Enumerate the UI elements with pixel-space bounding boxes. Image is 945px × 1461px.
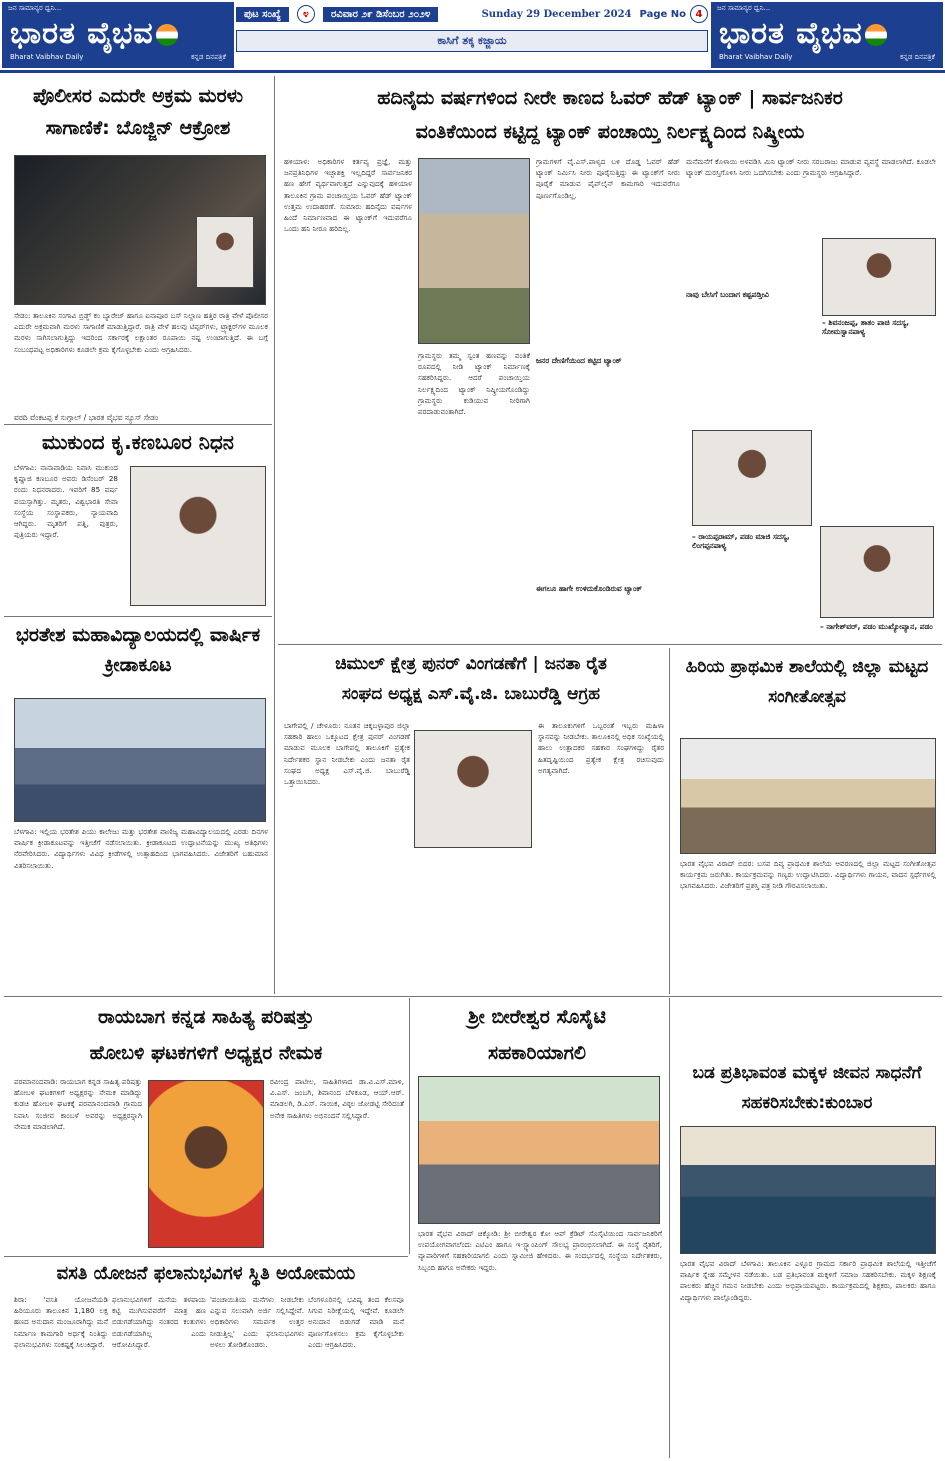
bada-body: ಭಾರತ ವೈಭವ ವಿರಾದ್ ಬೆಳಗಾವಿ: ತಾಲೂಕಿನ ಎಳ್ಳೂರ ಗ್ರಾಮದ ಸರ್ಕಾರಿ ಪ್ರಾಥಮಿಕ ಶಾಲೆಯಲ್ಲಿ ಇತ್ತೀಚೆಗೆ ವಾರ್ಷಿಕ ಸ್ನೇಹ ಸಮ್ಮೇಳನ ನಡೆಯಿತು. ಬಡ ಪ್ರತಿಭಾವಂತ ಮಕ್ಕಳಿಗೆ ಸಮಾಜ ಸಹಕರಿಸಬೇಕು. ಮಕ್ಕಳ ಶಿಕ್ಷಣಕ್ಕೆ ಪಾಲಕರು ಹೆಚ್ಚಿನ ಗಮನ ನೀಡಬೇಕು ಎಂದು ಅಭಿಪ್ರಾಯಪಟ್ಟರು. ಕಾರ್ಯಕ್ರಮದಲ್ಲಿ ಶಿಕ್ಷಕರು, ಪಾಲಕರು ಹಾಗೂ ವಿದ್ಯಾರ್ಥಿಗಳು ಪಾಲ್ಗೊಂಡಿದ್ದರು. (680, 1259, 936, 1302)
chimul-headline-2: ಸಂಘದ ಅಧ್ಯಕ್ಷ ಎಸ್.ವೈ.ಜಿ. ಬಾಬುರೆಡ್ಡಿ ಆಗ್ರಹ (341, 684, 601, 704)
masthead-title-right: ಭಾರತ ವೈಭವ (719, 16, 863, 51)
tank-headline-2: ವಂತಿಕೆಯಿಂದ ಕಟ್ಟಿದ್ದ ಟ್ಯಾಂಕ್ ಪಂಚಾಯ್ತಿ ನಿರ್ಲಕ್ಷ್ಯದಿಂದ ನಿಷ್ಕ್ರೀಯ (415, 121, 805, 143)
police-headline: ಪೊಲೀಸರ ಎದುರೇ ಅಕ್ರಮ ಮರಳು ಸಾಗಾಣಿಕೆ: ಬೊಜ್ಜಿನ್ ಆಕ್ರೋಶ (33, 85, 243, 139)
masthead-slogan: ಜನ ಸಾಮಾನ್ಯರ ಧ್ವನಿ... (8, 4, 62, 12)
masthead-sub-en: Bharat Vaibhav Daily (10, 53, 84, 61)
bada-headline: ಬಡ ಪ್ರತಿಭಾವಂತ ಮಕ್ಕಳ ಜೀವನ ಸಾಧನೆಗೆ ಸಹಕರಿಸಬೇಕು:ಕುಂಬಾರ (692, 1063, 922, 1113)
bharatesh-body: ಬೆಳಗಾವಿ: ಇಲ್ಲಿಯ ಭರತೇಶ ಪಿಯು ಕಾಲೇಜು ಮತ್ತು ಭರತೇಶ ವಾಣಿಜ್ಯ ಮಹಾವಿದ್ಯಾಲಯದಲ್ಲಿ ಎರಡು ದಿನಗಳ ವಾರ್ಷಿಕ ಕ್ರೀಡಾಕೂಟವನ್ನು ಇತ್ತೀಚೆಗೆ ನಡೆಸಲಾಯಿತು. ಕ್ರೀಡಾಕೂಟದ ಉದ್ಘಾಟನೆಯನ್ನು ಮುಖ್ಯ ಅತಿಥಿಗಳು ನೆರವೇರಿಸಿದರು. ವಿದ್ಯಾರ್ಥಿಗಳು ವಿವಿಧ ಕ್ರೀಡೆಗಳಲ್ಲಿ ಉತ್ಸಾಹದಿಂದ ಭಾಗವಹಿಸಿದರು. ವಿಜೇತರಿಗೆ ಬಹುಮಾನ ವಿತರಿಸಲಾಯಿತು. (14, 827, 268, 870)
rayabag-headline-1: ರಾಯಬಾಗ ಕನ್ನಡ ಸಾಹಿತ್ಯ ಪರಿಷತ್ತು (97, 1006, 315, 1028)
tank-portrait-2 (692, 430, 812, 526)
shri-body: ಭಾರತ ವೈಭವ ವಿರಾದ್ ಚಿಕ್ಕೋಡಿ: ಶ್ರೀ ಬೀರೇಶ್ವರ ಕೋ ಆಪ್ ಕ್ರೆಡಿಟ್ ಸೊಸೈಟಿಯಿಂದ ಸಾರ್ವಜನಿಕರಿಗೆ ಉಪಯೋಗವಾಗಲೆಂದು ಎಟಿಎಂ ಹಾಗೂ ಇ-ಸ್ಟ್ಯಾಂಪಿಂಗ್ ಸೌಲಭ್ಯ ಪ್ರಾರಂಭಿಸಲಾಗಿದೆ. ಈ ಸಂಸ್ಥೆ ರೈತರಿಗೆ, ವ್ಯಾಪಾರಿಗಳಿಗೆ ಸಹಕಾರಿಯಾಗಲಿ ಎಂದು ಸ್ವಾಮೀಜಿ ಹೇಳಿದರು. ಈ ಸಂದರ್ಭದಲ್ಲಿ ಸಂಸ್ಥೆಯ ನಿರ್ದೇಶಕರು, ಸಿಬ್ಬಂದಿ ಹಾಗೂ ಅನೇಕರು ಇದ್ದರು. (418, 1229, 662, 1272)
en-date: Sunday 29 December 2024 (481, 8, 632, 20)
tank-body-col2: ಗ್ರಾಮಸ್ಥರು ತಮ್ಮ ಸ್ವಂತ ಹಣವನ್ನು ವಂತಿಕೆ ರೂಪದಲ್ಲಿ ನೀಡಿ ಟ್ಯಾಂಕ್ ನಿರ್ಮಾಣಕ್ಕೆ ಸಹಕರಿಸಿದ್ದರು. ಆದರೆ ಪಂಚಾಯ್ತಿಯ ನಿರ್ಲಕ್ಷ್ಯದಿಂದ ಟ್ಯಾಂಕ್ ನಿಷ್ಕ್ರೀಯಗೊಂಡಿದ್ದು ಗ್ರಾಮಸ್ಥರು ಕುಡಿಯುವ ನೀರಿಗಾಗಿ ಪರದಾಡುವಂತಾಗಿದೆ. (418, 351, 530, 417)
tank-caption-3: – ನಾಗೇಶ್‌ವರ್, ಪಡಂ ಮುಖ್ಯೋಪ್ಯಾನ, ಪಡಂ (820, 622, 933, 631)
chimul-photo (414, 730, 532, 848)
rayabag-photo (148, 1080, 264, 1248)
rayabag-body-col2: ರವೀಂದ್ರ ಪಾಟೀಲ, ಸಾಹಿತಿಗಳಾದ ಡಾ.ವಿ.ಎಸ್.ಮಾಳಿ, ವಿ.ಎಸ್. ಜಂಬಗಿ, ಶಿವಾನಂದ ಬೆಳಕೂಡ, ಆಯ್.ಆರ್. ಮಾಡಲಗಿ, ಡಿ.ಎಸ್. ನಾಯಿಕ, ವಿಠ್ಠಲ ಜೋಡಟ್ಟಿ ಸೇರಿದಂತೆ ಅನೇಕ ಸಾಹಿತಿಗಳು ಅಭಿನಂದನೆ ಸಲ್ಲಿಸಿದ್ದಾರೆ. (270, 1077, 404, 1120)
mukunda-photo (130, 466, 266, 606)
shri-headline-1: ಶ್ರೀ ಬೀರೇಶ್ವರ ಸೊಸೈಟಿ (468, 1006, 606, 1028)
masthead-logo-left (2, 2, 234, 68)
page-number: 4 (690, 5, 708, 23)
rayabag-body-col1: ಪರಮಾನಂದವಾಡಿ: ರಾಯಬಾಗ ಕನ್ನಡ ಸಾಹಿತ್ಯ ಪರಿಷತ್ತು ಹೋಬಳಿ ಘಟಕಗಳಿಗೆ ಅಧ್ಯಕ್ಷರನ್ನು ನೇಮಕ ಮಾಡಿದ್ದು ಕುಡಚಿ ಹೋಬಳಿ ಘಟಕಕ್ಕೆ ಪರಮಾನಂದವಾಡಿ ಗ್ರಾಮದ ನಿವಾಸಿ ಸಂಜೀವ ಕಾಂಬಳೆ ಅವರನ್ನು ಅಧ್ಯಕ್ಷರನ್ನಾಗಿ ನೇಮಕ ಮಾಡಲಾಗಿದೆ. (14, 1077, 142, 1131)
chimul-body-col2: ಈ ತಾಲೂಕುಗಳಿಗೆ ಒಬ್ಬರಂತೆ ಇಬ್ಬರು ಮಹಿಳಾ ಸ್ಥಾನವನ್ನು ನೀಡಬೇಕು. ತಾಲೂಕಿನಲ್ಲಿ ಅಧಿಕ ಸಂಖ್ಯೆಯಲ್ಲಿ ಹಾಲು ಉತ್ಪಾದಕರ ಸಹಕಾರ ಸಂಘಗಳಿದ್ದು ರೈತರ ಹಿತದೃಷ್ಟಿಯಿಂದ ಪ್ರತ್ಯೇಕ ಕ್ಷೇತ್ರ ರಚಿಸುವುದು ಅಗತ್ಯವಾಗಿದೆ. (538, 721, 664, 775)
masthead (0, 0, 945, 70)
hiriya-headline: ಹಿರಿಯ ಪ್ರಾಥಮಿಕ ಶಾಲೆಯಲ್ಲಿ ಜಿಲ್ಲಾ ಮಟ್ಟದ ಸಂಗೀತೋತ್ಸವ (685, 657, 929, 707)
tank-body-col4: ಮನೆಮನೆಗೆ ಕೊಳಾಯಿ ಅಳವಡಿಸಿ ಮಿನಿ ಟ್ಯಾಂಕ್ ನೀರು ಸರಬರಾಜು ಮಾಡುವ ವ್ಯವಸ್ಥೆ ಮಾಡಲಾಗಿದೆ. ಕೂಡಲೇ ಟ್ಯಾಂಕ್ ದುರಸ್ತಿಗೊಳಿಸಿ ನೀರು ಒದಗಿಸಬೇಕು ಎಂದು ಗ್ರಾಮಸ್ಥರು ಆಗ್ರಹಿಸಿದ್ದಾರೆ. (686, 157, 936, 178)
vasati-body-col4: ಬೆಂಗಳೂರಿನಲ್ಲಿ ಭವಿಷ್ಯ ತಂದ ಕೆಲಸವೂ ಸಿಗುವ ನಿರೀಕ್ಷೆಯಲ್ಲಿ ಇದ್ದೇವೆ. ಕೂಡಲೇ ಅನುದಾನ ಬಿಡುಗಡೆ ಮಾಡಿ ಮನೆ ಪೂರ್ಣಗೊಳಿಸಲು ಕ್ರಮ ಕೈಗೊಳ್ಳಬೇಕು ಎಂದು ಆಗ್ರಹಿಸಿದರು. (308, 1295, 404, 1349)
bada-photo (680, 1126, 936, 1254)
tank-photo (418, 158, 530, 344)
tank-subhead-2: ಈಗಲೂ ಹಾಗೇ ಉಳಿದುಕೊಂಡಿರುವ ಟ್ಯಾಂಕ್ (536, 584, 643, 593)
issue-label: ಪುಟ ಸಂಖ್ಯೆ (236, 7, 289, 22)
kn-date: ರವಿವಾರ ೨೯ ಡಿಸೆಂಬರ ೨೦೨೪ (323, 7, 439, 22)
masthead-rule (0, 70, 945, 73)
masthead-sub-en-right: Bharat Vaibhav Daily (719, 53, 793, 61)
chimul-headline-1: ಚಿಮುಲ್ ಕ್ಷೇತ್ರ ಪುನರ್ ವಿಂಗಡಣೆಗೆ | ಜನತಾ ರೈತ (335, 654, 607, 674)
masthead-info (236, 2, 708, 66)
masthead-sub-kn-right: ಕನ್ನಡ ದಿನಪತ್ರಿಕೆ (899, 53, 935, 61)
police-byline: ವರದಿ ವೆಂಕಟಪ್ಪ ಕೆ ಸುಗ್ಗಾಲ್ / ಭಾರತ ವೈಭವ ನ್ಯೂಸ್ ಸೇಡಂ (14, 413, 159, 422)
masthead-sub-kn: ಕನ್ನಡ ದಿನಪತ್ರಿಕೆ (190, 53, 226, 61)
mukunda-headline: ಮುಕುಂದ ಕೃ.ಕಣಬೂರ ನಿಧನ (42, 430, 234, 454)
tank-portrait-3 (820, 526, 934, 618)
masthead-slogan-right: ಜನ ಸಾಮಾನ್ಯರ ಧ್ವನಿ... (717, 4, 771, 12)
tank-caption-1: – ಶಿವನಂಜಪ್ಪ, ತಾತಂ ಪಾಚಿ ಸದಸ್ಯ, ಸೋಮಸ್ವಾನಪಾಳ್ಯ (822, 318, 909, 336)
flag-icon (865, 24, 887, 46)
page-label: Page No (639, 8, 686, 20)
vasati-body-col2: ಫಲಾನುಭವಿಗಳಿಗೆ ಮನೆಯ ತಳಪಾಯ ಕಟ್ಟಿ ಮುಗಿಸುವವರೆಗೆ ಮಾತ್ರ ಹಣ ಬಿಡುಗಡೆಯಾಗಿದ್ದು ನಂತರದ ಕಂತುಗಳು ಬಿಡುಗಡೆಯಾಗಿಲ್ಲ ಎಂದು ಆರೋಪಿಸಿದ್ದಾರೆ. (112, 1295, 206, 1349)
hiriya-photo (680, 738, 936, 854)
vasati-body-col1: ಶಿರಾ: 'ವಸತಿ ಯೋಜನೆಯಡಿ ಹಿರಿಯೂರು ತಾಲೂಕಿನ 1,180 ಲಕ್ಷ ಹಣದ ಅನುದಾನ ಮಂಜೂರಾಗಿದ್ದು ಮನೆ ನಿರ್ಮಾಣ ಕಾಮಗಾರಿ ಅರ್ಧಕ್ಕೆ ನಿಂತಿದ್ದು ಫಲಾನುಭವಿಗಳು ಸಂಕಷ್ಟಕ್ಕೆ ಸಿಲುಕಿದ್ದಾರೆ. (14, 1295, 108, 1349)
flag-icon (156, 24, 178, 46)
police-body: ಸೇಡಂ: ತಾಲೂಕಿನ ಸಂಗಾವಿ ಬ್ರಿಡ್ಜ್ ಕಂ ಬ್ಯಾರೇಜ್ ಹಾಗೂ ಐನಾಪೂರ ಬಸ್ ನಿಲ್ದಾಣ ಹತ್ತಿರ ರಾತ್ರಿ ವೇಳೆ ಪೊಲೀಸರ ಎದುರೇ ಅಕ್ರಮವಾಗಿ ಮರಳು ಸಾಗಾಣಿಕೆ ಮಾಡುತ್ತಿದ್ದಾರೆ. ರಾತ್ರಿ ವೇಳೆ ಹಲವು ಟಿಪ್ಪರ್‌ಗಳು, ಟ್ರ್ಯಾಕ್ಟರ್‌ಗಳ ಮೂಲಕ ಮರಳು ಸಾಗಿಸಲಾಗುತ್ತಿದ್ದು ಇದರಿಂದ ಸರ್ಕಾರಕ್ಕೆ ಲಕ್ಷಾಂತರ ರೂಪಾಯಿ ನಷ್ಟ ಉಂಟಾಗುತ್ತಿದೆ. ಈ ಬಗ್ಗೆ ಸಂಬಂಧಪಟ್ಟ ಅಧಿಕಾರಿಗಳು ಕೂಡಲೇ ಕ್ರಮ ಕೈಗೊಳ್ಳಬೇಕು ಎಂದು ಆಗ್ರಹಿಸಿದರು. (14, 311, 268, 354)
issue-number: ೪ (297, 5, 315, 23)
tank-subhead-1: ಜನರ ದೇಣಿಗೆಯಿಂದ ಕಟ್ಟಿದ ಟ್ಯಾಂಕ್ (536, 356, 622, 365)
tank-portrait-1 (822, 238, 936, 316)
vasati-headline: ವಸತಿ ಯೋಜನೆ ಫಲಾನುಭವಿಗಳ ಸ್ಥಿತಿ ಅಯೋಮಯ (56, 1263, 356, 1284)
tank-caption-2: – ರಾಯಪ್ಪರಾಮ್, ಪಡಂ ಮಾಜಿ ಸದಸ್ಯ, ಲಿಂಗಪ್ಪನಪಾಳ್ಯ (692, 532, 790, 550)
rayabag-headline-2: ಹೋಬಳಿ ಘಟಕಗಳಿಗೆ ಅಧ್ಯಕ್ಷರ ನೇಮಕ (89, 1042, 323, 1064)
shri-headline-2: ಸಹಕಾರಿಯಾಗಲಿ (488, 1042, 586, 1064)
chimul-body-col1: ಬಾಗೇಪಲ್ಲಿ / ಚೇಳೂರು: ನೂತನ ಚಿಕ್ಕಬಳ್ಳಾಪುರ ಜಿಲ್ಲಾ ಸಹಕಾರಿ ಹಾಲು ಒಕ್ಕೂಟದ ಕ್ಷೇತ್ರ ಪುನರ್ ವಿಂಗಡಣೆ ಮಾಡುವ ಮೂಲಕ ಬಾಗೇಪಲ್ಲಿ ತಾಲೂಕಿಗೆ ಪ್ರತ್ಯೇಕ ನಿರ್ದೇಶಕರ ಸ್ಥಾನ ನೀಡಬೇಕು ಎಂದು ಜನತಾ ರೈತ ಸಂಘದ ಅಧ್ಯಕ್ಷ ಎಸ್.ವೈ.ಜಿ. ಬಾಬುರೆಡ್ಡಿ ಒತ್ತಾಯಿಸಿದರು. (284, 721, 410, 787)
shri-photo (418, 1076, 660, 1224)
tank-body-col3: ಗ್ರಾಮಗಳಿಗೆ ವೈ.ಎಸ್.ಪಾಳ್ಯದ ಬಳಿ ದೊಡ್ಡ ಓವರ್ ಹೆಡ್ ಟ್ಯಾಂಕ್ ನಿರ್ಮಿಸಿ ನೀರು ಪೂರೈಸುತ್ತಿದ್ದು ಈ ಟ್ಯಾಂಕ್‌ಗೆ ನೀರು ಪೂರೈಕೆ ಮಾಡುವ ಪೈಪ್‌ಲೈನ್ ಕಾಮಗಾರಿ ಇದುವರೆಗೂ ಪೂರ್ಣಗೊಂಡಿಲ್ಲ. (536, 157, 680, 200)
bharatesh-photo (14, 698, 266, 822)
mukunda-body: ಬೆಳಗಾವಿ: ನಾನಾವಾಡಿಯ ನಿವಾಸಿ ಮುಕುಂದ ಕೃಷ್ಣಾಜಿ ಕಣಬೂರ ಅವರು ಡಿಸೆಂಬರ್ 28 ರಂದು ನಿಧನರಾದರು. ಇವರಿಗೆ 85 ವರ್ಷ ವಯಸ್ಸಾಗಿತ್ತು. ಮೃತರು, ವಿಶ್ವಭಾರತಿ ಸೇವಾ ಸಂಸ್ಥೆಯ ಸಂಸ್ಥಾಪಕರು, ನ್ಯಾಯವಾದಿ ಆಗಿದ್ದರು. ಮೃತರಿಗೆ ಪತ್ನಿ, ಪುತ್ರರು, ಪುತ್ರಿಯರು ಇದ್ದಾರೆ. (14, 463, 118, 540)
tank-subhead-3: ನಾವು ಬೇಸಿಗೆ ಬಂದಾಗ ಕಷ್ಟಪಡ್ತೀವಿ (686, 290, 769, 299)
vasati-body-col3: 'ಪಂಚಾಯಿತಿಯ ಮನೆಗಳು ನೀಡಬೇಕು ಎನ್ನುವ ಸಲುವಾಗಿ ಅರ್ಜಿ ಸಲ್ಲಿಸಿದ್ದೇವೆ. ಅಧಿಕಾರಿಗಳು ಸಮರ್ಪಕ ಉತ್ತರ ನೀಡುತ್ತಿಲ್ಲ' ಎಂದು ಫಲಾನುಭವಿಗಳು ಅಳಲು ತೋಡಿಕೊಂಡರು. (210, 1295, 304, 1349)
masthead-title: ಭಾರತ ವೈಭವ (10, 16, 154, 51)
tank-body-col1: ಹಳಿಯಾಳ: ಅಧಿಕಾರಿಗಳ ಕರ್ತವ್ಯ ಪ್ರಜ್ಞೆ, ಮತ್ತು ಜನಪ್ರತಿನಿಧಿಗಳ ಇಚ್ಛಾಶಕ್ತಿ ಇಲ್ಲದಿದ್ದರೆ ಸಾರ್ವಜನಿಕರ ಹಣ ಹೇಗೆ ವ್ಯರ್ಥವಾಗುತ್ತದೆ ಎನ್ನುವುದಕ್ಕೆ ಹಳಿಯಾಳ ತಾಲೂಕಿನ ಗ್ರಾಮ ಪಂಚಾಯ್ತಿಯ ಓವರ್ ಹೆಡ್ ಟ್ಯಾಂಕ್ ಉತ್ತಮ ಉದಾಹರಣೆ. ಸುಮಾರು ಹದಿನೈದು ವರ್ಷಗಳ ಹಿಂದೆ ನಿರ್ಮಾಣವಾದ ಈ ಟ್ಯಾಂಕ್‌ಗೆ ಇದುವರೆಗೂ ಒಂದು ಹನಿ ನೀರೂ ಹರಿದಿಲ್ಲ. (284, 157, 412, 234)
hiriya-body: ಭಾರತ ವೈಭವ ವಿರಾದ್ ಬಿದರ: ಬಸವ ದಿವ್ಯ ಪ್ರಾಥಮಿಕ ಶಾಲೆಯ ಆವರಣದಲ್ಲಿ ಜಿಲ್ಲಾ ಮಟ್ಟದ ಸಂಗೀತೋತ್ಸವ ಕಾರ್ಯಕ್ರಮ ಜರುಗಿತು. ಕಾರ್ಯಕ್ರಮವನ್ನು ಗಣ್ಯರು ಉದ್ಘಾಟಿಸಿದರು. ವಿದ್ಯಾರ್ಥಿಗಳು ಗಾಯನ, ವಾದನ ಸ್ಪರ್ಧೆಗಳಲ್ಲಿ ಭಾಗವಹಿಸಿದರು. ವಿಜೇತರಿಗೆ ಪ್ರಶಸ್ತಿ ಪತ್ರ ನೀಡಿ ಗೌರವಿಸಲಾಯಿತು. (680, 859, 936, 891)
masthead-logo-right (711, 2, 943, 68)
bharatesh-headline: ಭರತೇಶ ಮಹಾವಿದ್ಯಾಲಯದಲ್ಲಿ ವಾರ್ಷಿಕ ಕ್ರೀಡಾಕೂಟ (15, 624, 261, 676)
police-portrait (196, 216, 254, 288)
tank-headline-1: ಹದಿನೈದು ವರ್ಷಗಳಿಂದ ನೀರೇ ಕಾಣದ ಓವರ್ ಹೆಡ್ ಟ್ಯಾಂಕ್ | ಸಾರ್ವಜನಿಕರ (377, 87, 843, 109)
tagline: ಕಾಸಿಗೆ ತಕ್ಕ ಕಜ್ಜಾಯ (236, 30, 708, 52)
